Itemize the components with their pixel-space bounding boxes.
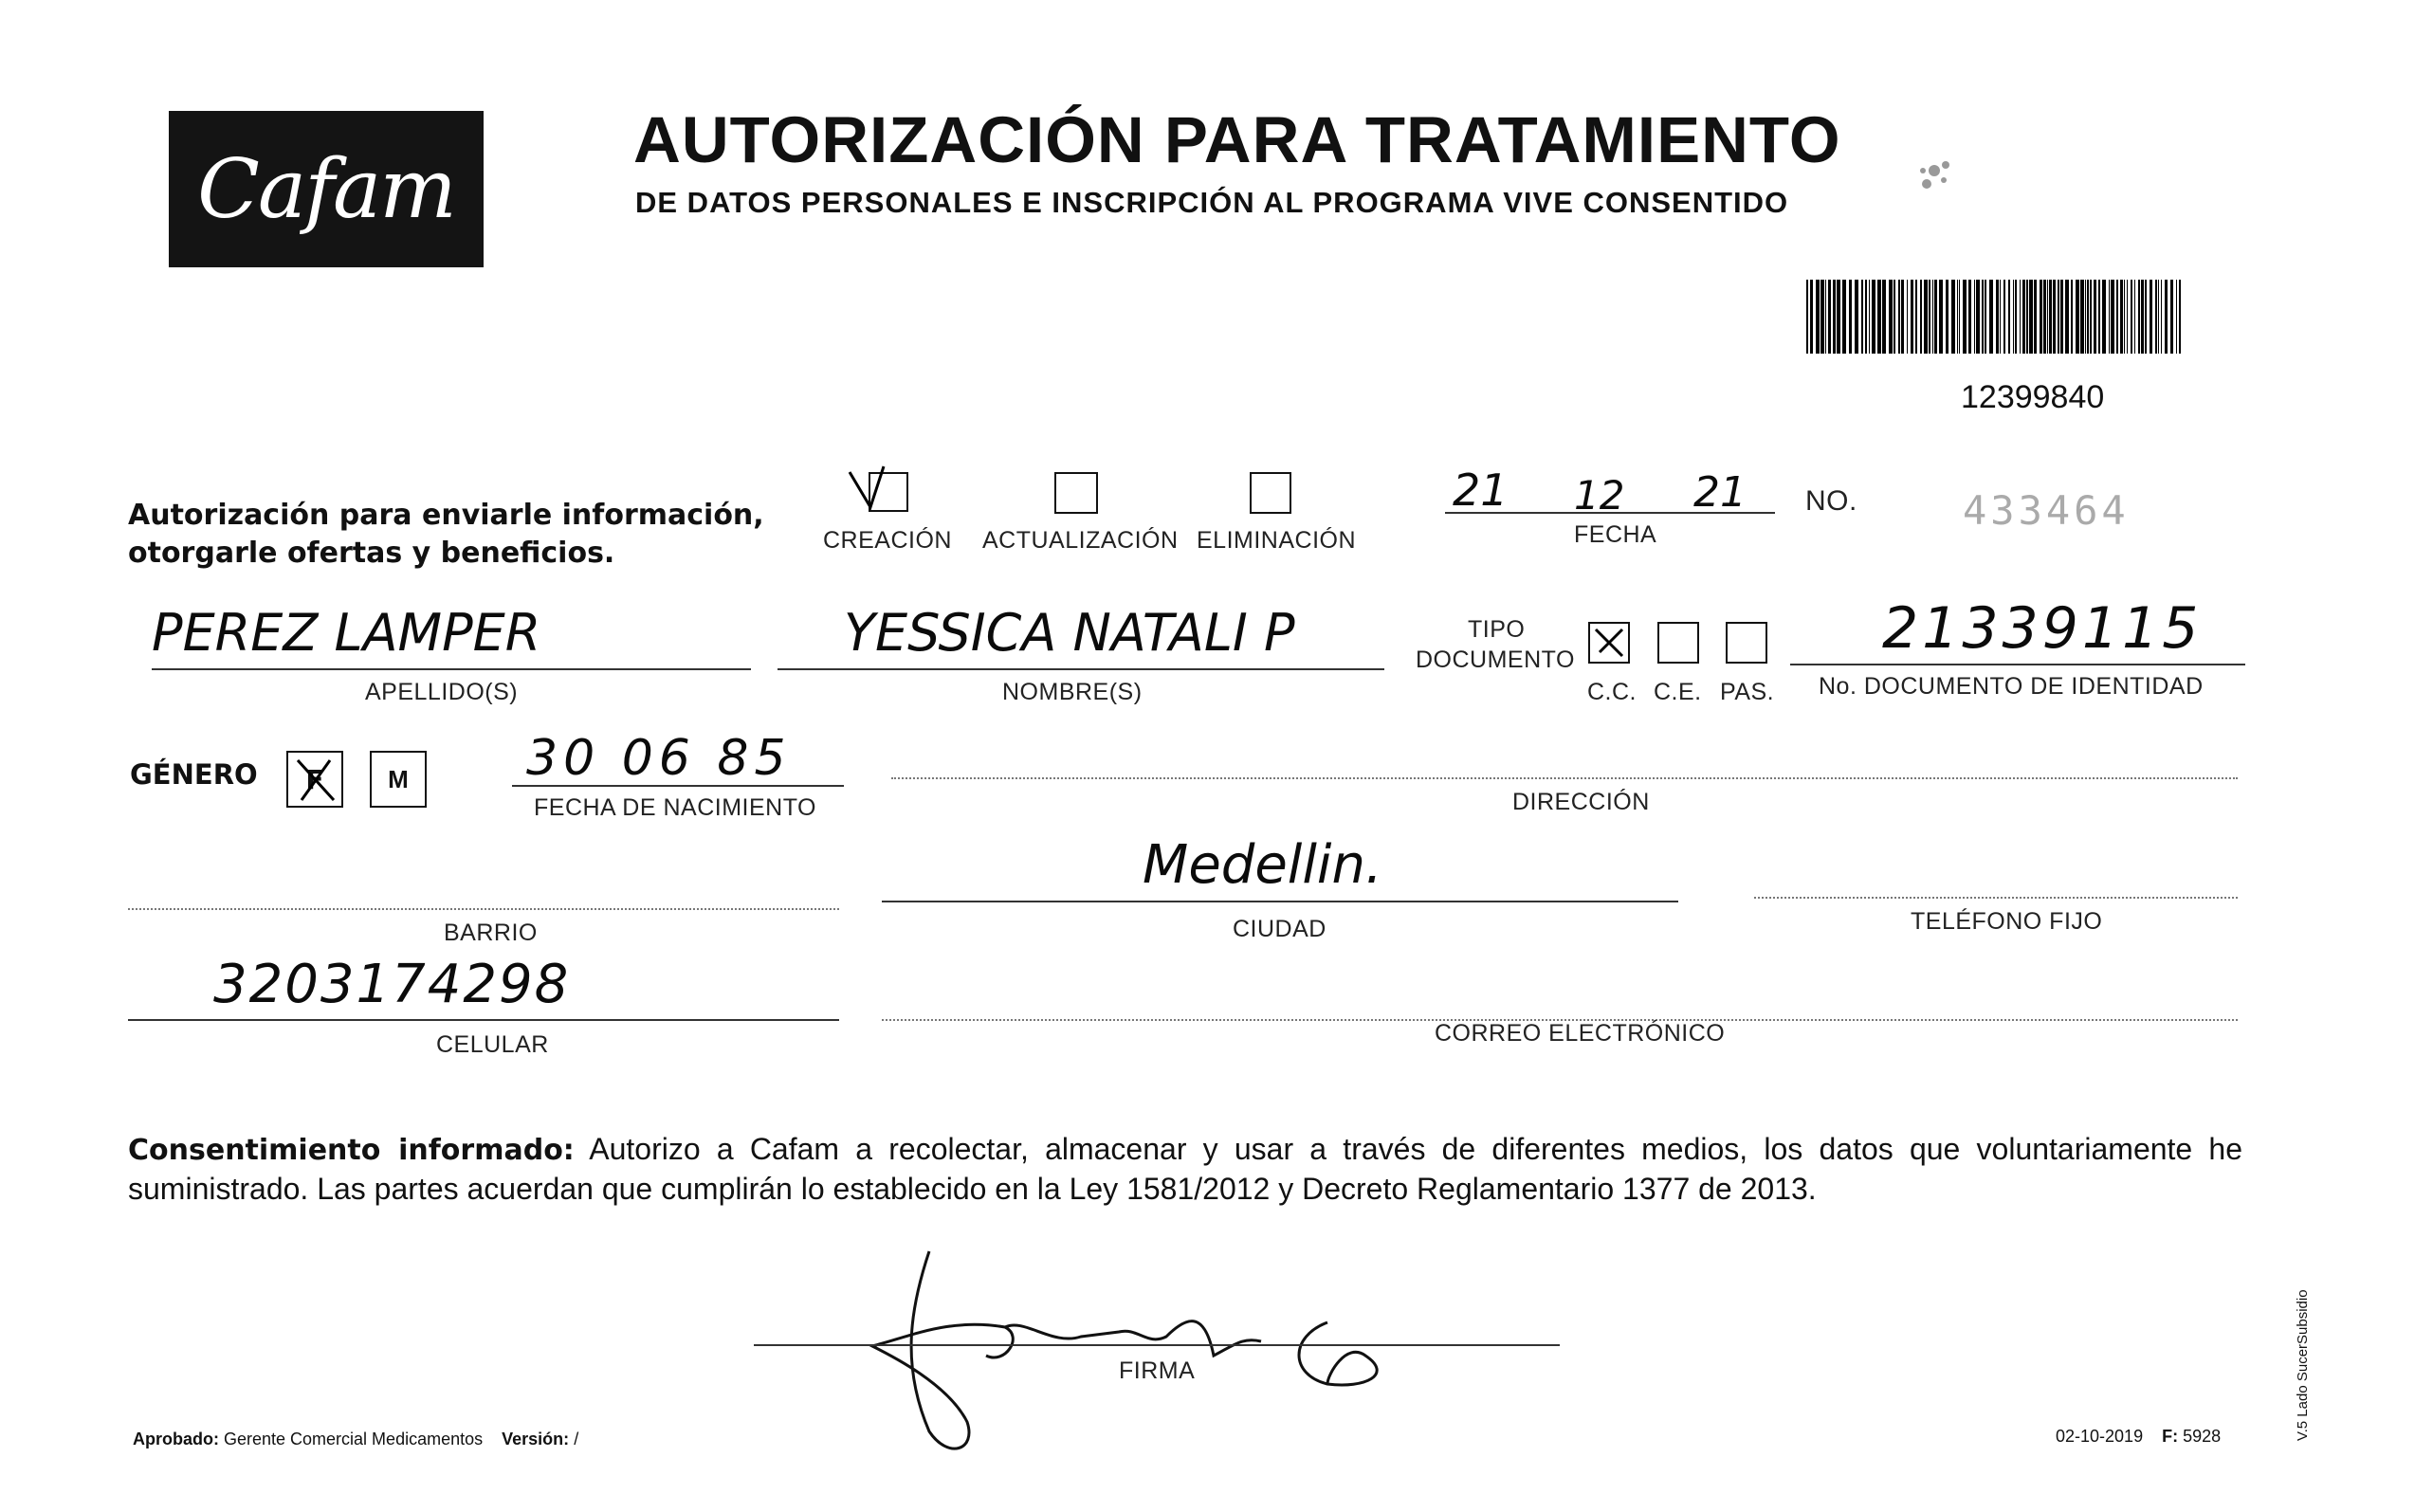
- genero-f-checkbox[interactable]: [286, 751, 343, 808]
- barcode-bar: [2161, 280, 2162, 354]
- barcode-bar: [1833, 280, 1836, 354]
- creacion-checkbox[interactable]: [869, 472, 908, 512]
- celular-label: CELULAR: [436, 1031, 549, 1058]
- barcode-bar: [1920, 280, 1922, 354]
- barcode-bar: [2155, 280, 2157, 354]
- barcode-bar: [2029, 280, 2033, 354]
- consent-heading: Consentimiento informado:: [128, 1134, 575, 1167]
- tipo-documento-label-1: TIPO: [1468, 616, 1526, 643]
- barcode-bar: [2026, 280, 2028, 354]
- barcode-bar: [2085, 280, 2086, 354]
- pas-checkbox[interactable]: [1726, 622, 1767, 664]
- barcode-bar: [1872, 280, 1875, 354]
- signature[interactable]: [834, 1232, 1479, 1460]
- version-value: /: [574, 1430, 579, 1448]
- tipo-documento-label-2: DOCUMENTO: [1416, 647, 1575, 673]
- barcode-bar: [2003, 280, 2005, 354]
- barcode-bar: [1939, 280, 1943, 354]
- barcode-bar: [1996, 280, 1999, 354]
- barcode-bar: [2053, 280, 2056, 354]
- stamp-mark-icon: [1906, 142, 1972, 209]
- barcode-bar: [2120, 280, 2123, 354]
- nombres-line: [778, 668, 1384, 670]
- cross-mark-icon: [288, 753, 341, 806]
- barcode-bar: [2141, 280, 2144, 354]
- creacion-label: CREACIÓN: [823, 527, 952, 554]
- telefono-line: [1754, 897, 2238, 899]
- barcode-bar: [1810, 280, 1813, 354]
- barcode-bar: [2060, 280, 2063, 354]
- barcode-bar: [1934, 280, 1937, 354]
- barcode-bar: [1924, 280, 1928, 354]
- check-mark-icon: [842, 465, 899, 531]
- authorization-intro: [128, 497, 792, 573]
- footer-left: [133, 1430, 578, 1449]
- aprobado-label: Aprobado:: [133, 1430, 219, 1448]
- barcode-bar: [1907, 280, 1908, 354]
- ciudad-label: CIUDAD: [1233, 916, 1326, 942]
- ce-checkbox[interactable]: [1657, 622, 1699, 664]
- barcode-bar: [1915, 280, 1917, 354]
- eliminacion-checkbox[interactable]: [1250, 472, 1291, 514]
- barcode-bar: [2109, 280, 2110, 354]
- barcode-bar: [2080, 280, 2084, 354]
- barcode-bar: [1951, 280, 1955, 354]
- barcode-bar: [1828, 280, 1831, 354]
- cc-checkbox[interactable]: [1588, 622, 1630, 664]
- barcode-bar: [2111, 280, 2114, 354]
- consent-paragraph: [128, 1130, 2242, 1208]
- direccion-label: DIRECCIÓN: [1512, 789, 1650, 815]
- barcode-bar: [1889, 280, 1893, 354]
- barcode-bar: [2131, 280, 2132, 354]
- cafam-logo: Cafam: [169, 111, 484, 267]
- barcode-bar: [1959, 280, 1960, 354]
- version-label: Versión:: [502, 1430, 570, 1448]
- barrio-line: [128, 908, 839, 910]
- barcode-bar: [2043, 280, 2046, 354]
- celular-value[interactable]: 3203174298: [213, 954, 571, 1015]
- genero-m-checkbox[interactable]: [370, 751, 427, 808]
- fecha-year[interactable]: 21: [1693, 468, 1747, 517]
- footer-code-value: 5928: [2183, 1427, 2222, 1446]
- barcode-bar: [2127, 280, 2128, 354]
- fecha-label: FECHA: [1574, 521, 1657, 548]
- barcode-bar: [2008, 280, 2010, 354]
- footer-date: 02-10-2019: [2056, 1427, 2144, 1446]
- genero-f-label: F: [305, 763, 324, 795]
- documento-value[interactable]: 21339115: [1882, 595, 2203, 662]
- nombres-label: NOMBRE(S): [1002, 679, 1143, 705]
- barcode-bar: [2176, 280, 2177, 354]
- documento-label: No. DOCUMENTO DE IDENTIDAD: [1819, 673, 2204, 700]
- barcode-bar: [2000, 280, 2001, 354]
- barrio-label: BARRIO: [444, 920, 538, 946]
- barcode-number: 12399840: [1961, 379, 2105, 415]
- barcode: [1806, 280, 2186, 354]
- barcode-bar: [1869, 280, 1870, 354]
- fecha-month[interactable]: 12: [1574, 472, 1625, 519]
- barcode-bar: [1901, 280, 1904, 354]
- barcode-bar: [2098, 280, 2100, 354]
- telefono-value[interactable]: [1896, 867, 1906, 868]
- correo-label: CORREO ELECTRÓNICO: [1435, 1020, 1726, 1047]
- barcode-bar: [2015, 280, 2017, 354]
- barcode-bar: [1932, 280, 1933, 354]
- cc-label: C.C.: [1587, 679, 1637, 705]
- direccion-value[interactable]: [1508, 749, 1517, 750]
- barcode-bar: [1963, 280, 1967, 354]
- footer-code-label: F:: [2162, 1427, 2179, 1446]
- form-subtitle: DE DATOS PERSONALES E INSCRIPCIÓN AL PROGRAMA VIVE CONSENTIDO: [635, 186, 1789, 219]
- barcode-bar: [2087, 280, 2089, 354]
- documento-line: [1790, 664, 2245, 665]
- nacimiento-line: [512, 785, 844, 787]
- barcode-bar: [2071, 280, 2073, 354]
- barcode-bar: [1911, 280, 1913, 354]
- barcode-bar: [1968, 280, 1971, 354]
- barrio-value[interactable]: [284, 872, 294, 873]
- genero-m-label: M: [388, 764, 409, 793]
- telefono-label: TELÉFONO FIJO: [1911, 908, 2103, 935]
- actualizacion-label: ACTUALIZACIÓN: [982, 527, 1179, 554]
- barcode-bar: [2170, 280, 2173, 354]
- barcode-bar: [1825, 280, 1826, 354]
- firma-line: [754, 1344, 1560, 1346]
- apellidos-value[interactable]: PEREZ LAMPER: [152, 603, 541, 663]
- firma-label: FIRMA: [1119, 1357, 1196, 1384]
- eliminacion-label: ELIMINACIÓN: [1197, 527, 1357, 554]
- barcode-bar: [2150, 280, 2152, 354]
- numero-value: 433464: [1963, 487, 2130, 534]
- barcode-bar: [1806, 280, 1808, 354]
- barcode-bar: [2034, 280, 2037, 354]
- ce-label: C.E.: [1654, 679, 1702, 705]
- barcode-bar: [1861, 280, 1863, 354]
- barcode-bar: [1865, 280, 1867, 354]
- barcode-bar: [1877, 280, 1881, 354]
- direccion-line: [891, 777, 2238, 779]
- barcode-bar: [2158, 280, 2159, 354]
- barcode-bar: [2020, 280, 2021, 354]
- barcode-bar: [1974, 280, 1975, 354]
- pas-label: PAS.: [1720, 679, 1775, 705]
- barcode-bar: [1855, 280, 1858, 354]
- barcode-bar: [2013, 280, 2014, 354]
- barcode-bar: [2040, 280, 2042, 354]
- barcode-bar: [2179, 280, 2181, 354]
- consent-text: Autorizo a Cafam a recolectar, almacenar y usar a través de diferentes medios, los datos que voluntariamente he suministrado. Las partes acuerdan que cumplirán lo establecido en la Ley 1581/2012 y Decreto Reglamentario 1377 de 2013.: [128, 1132, 2243, 1206]
- barcode-bar: [1849, 280, 1852, 354]
- barcode-bar: [1882, 280, 1886, 354]
- barcode-bar: [2094, 280, 2096, 354]
- nacimiento-value[interactable]: 30 06 85: [526, 730, 792, 787]
- celular-line: [128, 1019, 839, 1021]
- numero-label: NO.: [1805, 485, 1857, 517]
- nombres-value[interactable]: YESSICA NATALI P: [844, 603, 1295, 663]
- barcode-bar: [2116, 280, 2118, 354]
- actualizacion-checkbox[interactable]: [1054, 472, 1098, 514]
- aprobado-value: Gerente Comercial Medicamentos: [224, 1430, 484, 1448]
- barcode-bar: [2049, 280, 2052, 354]
- intro-line-2: otorgarle ofertas y beneficios.: [128, 537, 615, 570]
- barcode-bar: [1894, 280, 1895, 354]
- side-text: V.5 Lado SucerSubsidio: [2295, 1289, 2311, 1441]
- barcode-bar: [2138, 280, 2140, 354]
- barcode-bar: [1898, 280, 1900, 354]
- barcode-bar: [1989, 280, 1993, 354]
- correo-value[interactable]: [1422, 986, 1432, 987]
- barcode-bar: [1842, 280, 1846, 354]
- intro-line-1: Autorización para enviarle información,: [128, 499, 764, 532]
- barcode-bar: [1816, 280, 1820, 354]
- cross-mark-icon: [1590, 624, 1628, 662]
- form-title: AUTORIZACIÓN PARA TRATAMIENTO: [633, 103, 1841, 176]
- barcode-bar: [2102, 280, 2106, 354]
- barcode-bar: [2090, 280, 2092, 354]
- barcode-bar: [1820, 280, 1824, 354]
- barcode-bar: [2165, 280, 2168, 354]
- footer-right: [2056, 1427, 2221, 1447]
- apellidos-label: APELLIDO(S): [365, 679, 519, 705]
- barcode-bar: [2065, 280, 2069, 354]
- barcode-bar: [2022, 280, 2025, 354]
- fecha-line: [1445, 512, 1775, 514]
- ciudad-value[interactable]: Medellin.: [1143, 834, 1382, 896]
- barcode-bar: [1946, 280, 1948, 354]
- barcode-bar: [1976, 280, 1980, 354]
- barcode-bar: [1982, 280, 1984, 354]
- barcode-bar: [2145, 280, 2147, 354]
- genero-label: GÉNERO: [130, 758, 258, 791]
- nacimiento-label: FECHA DE NACIMIENTO: [534, 794, 816, 821]
- barcode-bar: [2047, 280, 2048, 354]
- barcode-bar: [2134, 280, 2135, 354]
- apellidos-line: [152, 668, 751, 670]
- ciudad-line: [882, 901, 1678, 902]
- barcode-bar: [2058, 280, 2059, 354]
- barcode-bar: [1837, 280, 1840, 354]
- barcode-bar: [1957, 280, 1958, 354]
- barcode-bar: [2124, 280, 2125, 354]
- barcode-bar: [1929, 280, 1930, 354]
- fecha-day[interactable]: 21: [1453, 465, 1509, 516]
- barcode-bar: [2076, 280, 2079, 354]
- barcode-bar: [1985, 280, 1986, 354]
